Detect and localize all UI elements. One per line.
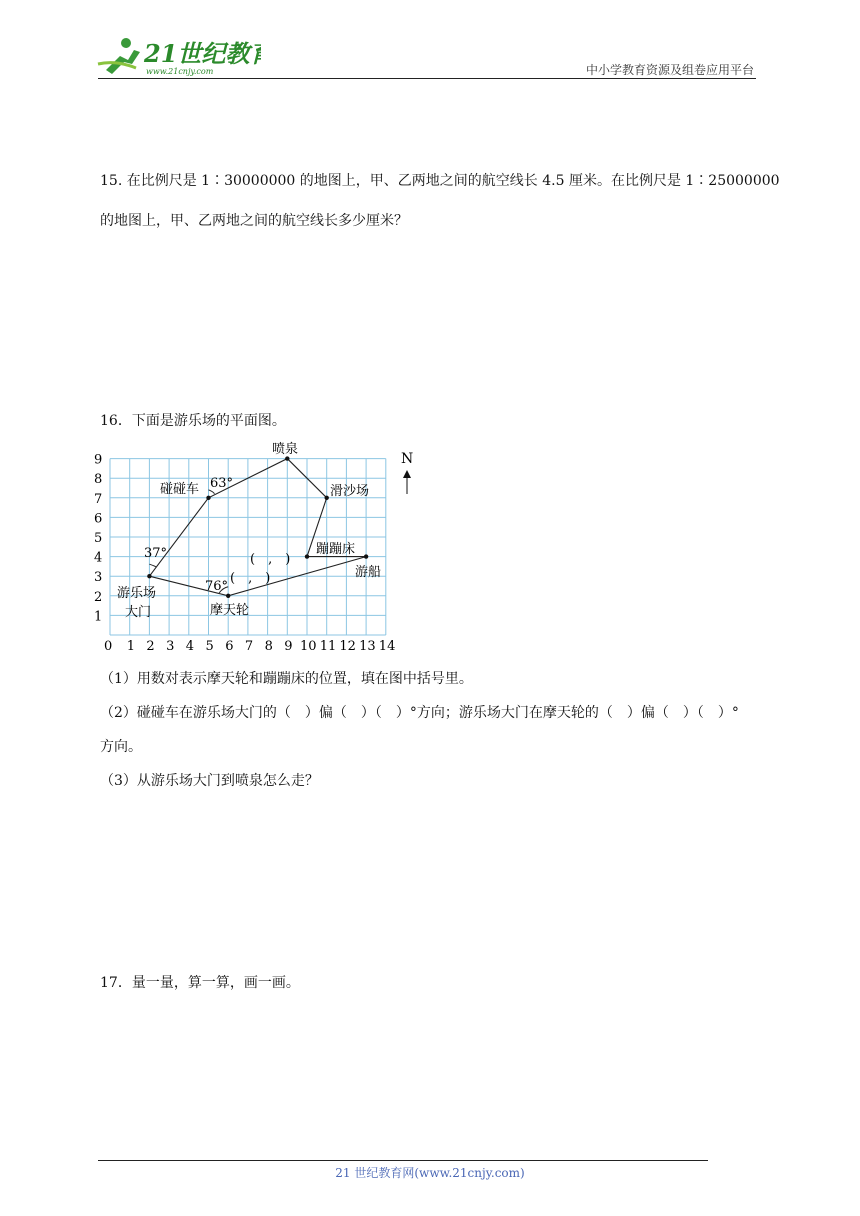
point-trampoline bbox=[305, 554, 309, 558]
label-gate-line2: 大门 bbox=[125, 605, 152, 620]
header-platform-text: 中小学教育资源及组卷应用平台 bbox=[585, 63, 754, 77]
point-fountain bbox=[285, 456, 289, 460]
point-gate bbox=[147, 574, 151, 578]
x-tick-label: 7 bbox=[244, 639, 254, 654]
footer-divider bbox=[98, 1160, 708, 1161]
point-ferris-wheel bbox=[226, 594, 230, 598]
angle-37: 37° bbox=[144, 546, 168, 561]
x-tick-label: 11 bbox=[319, 639, 337, 654]
blank-pair-trampoline: ( , ) bbox=[250, 552, 291, 567]
x-tick-label: 10 bbox=[300, 639, 317, 654]
y-tick-label: 9 bbox=[94, 452, 103, 468]
label-bumper-cars: 碰碰车 bbox=[160, 482, 200, 497]
x-tick-label: 1 bbox=[126, 639, 135, 654]
amusement-park-map bbox=[90, 438, 430, 664]
x-tick-label: 13 bbox=[359, 639, 376, 654]
y-tick-label: 6 bbox=[94, 511, 103, 527]
y-tick-label: 3 bbox=[94, 570, 103, 586]
label-gate-line1: 游乐场 bbox=[117, 586, 157, 601]
site-logo bbox=[96, 34, 261, 78]
x-tick-label: 4 bbox=[185, 639, 195, 654]
x-tick-label: 5 bbox=[205, 639, 214, 654]
q15-line2: 的地图上，甲、乙两地之间的航空线长多少厘米？ bbox=[100, 213, 408, 229]
north-arrow bbox=[401, 451, 413, 494]
point-slide bbox=[325, 496, 329, 500]
x-tick-label: 6 bbox=[225, 639, 234, 654]
x-tick-label: 3 bbox=[166, 639, 175, 654]
x-tick-label: 2 bbox=[146, 639, 155, 654]
y-tick-label: 8 bbox=[94, 472, 103, 488]
point-boat bbox=[364, 554, 368, 558]
angle-63: 63° bbox=[210, 476, 234, 491]
label-trampoline: 蹦蹦床 bbox=[316, 542, 356, 557]
label-ferris-wheel: 摩天轮 bbox=[210, 603, 250, 618]
y-tick-label: 7 bbox=[94, 491, 103, 507]
y-tick-label: 4 bbox=[94, 550, 103, 566]
blank-pair-ferris-wheel: ( , ) bbox=[230, 571, 271, 586]
q16-sub2-line2: 方向。 bbox=[100, 739, 142, 755]
y-tick-label: 1 bbox=[94, 609, 103, 625]
x-tick-label: 0 bbox=[104, 639, 113, 654]
map-labels bbox=[117, 441, 381, 620]
label-fountain: 喷泉 bbox=[272, 442, 299, 457]
point-bumper-cars bbox=[206, 496, 210, 500]
footer-text: 21 世纪教育网(www.21cnjy.com) bbox=[335, 1166, 525, 1180]
q16-sub2-line1: （2）碰碰车在游乐场大门的（ ）偏（ ）（ ）°方向；游乐场大门在摩天轮的（ ）偏（ ）（ ）° bbox=[100, 705, 739, 721]
x-tick-label: 14 bbox=[378, 639, 396, 654]
x-tick-label: 8 bbox=[264, 639, 273, 654]
y-tick-label: 2 bbox=[94, 589, 103, 605]
x-tick-label: 12 bbox=[339, 639, 356, 654]
q16-sub1: （1）用数对表示摩天轮和蹦蹦床的位置，填在图中括号里。 bbox=[100, 671, 473, 687]
q17-title: 17．量一量，算一算，画一画。 bbox=[100, 975, 300, 991]
q16-sub3: （3）从游乐场大门到喷泉怎么走？ bbox=[100, 773, 319, 789]
y-tick-label: 5 bbox=[94, 531, 103, 546]
label-boat: 游船 bbox=[355, 565, 382, 580]
header-divider bbox=[98, 78, 756, 79]
q15-line1: 15. 在比例尺是 1∶30000000 的地图上，甲、乙两地之间的航空线长 4.5 厘米。在比例尺是 1∶25000000 bbox=[100, 173, 780, 189]
north-label: N bbox=[401, 451, 414, 467]
logo-url: www.21cnjy.com bbox=[146, 67, 214, 76]
logo-text: 21世纪教育 bbox=[144, 39, 261, 68]
north-arrow-icon bbox=[403, 470, 411, 478]
x-tick-label: 9 bbox=[284, 639, 293, 654]
q16-title: 16．下面是游乐场的平面图。 bbox=[100, 413, 286, 429]
angle-76: 76° bbox=[205, 579, 229, 594]
runner-icon bbox=[96, 34, 261, 78]
label-slide: 滑沙场 bbox=[330, 484, 370, 499]
arc-37 bbox=[149, 564, 156, 567]
